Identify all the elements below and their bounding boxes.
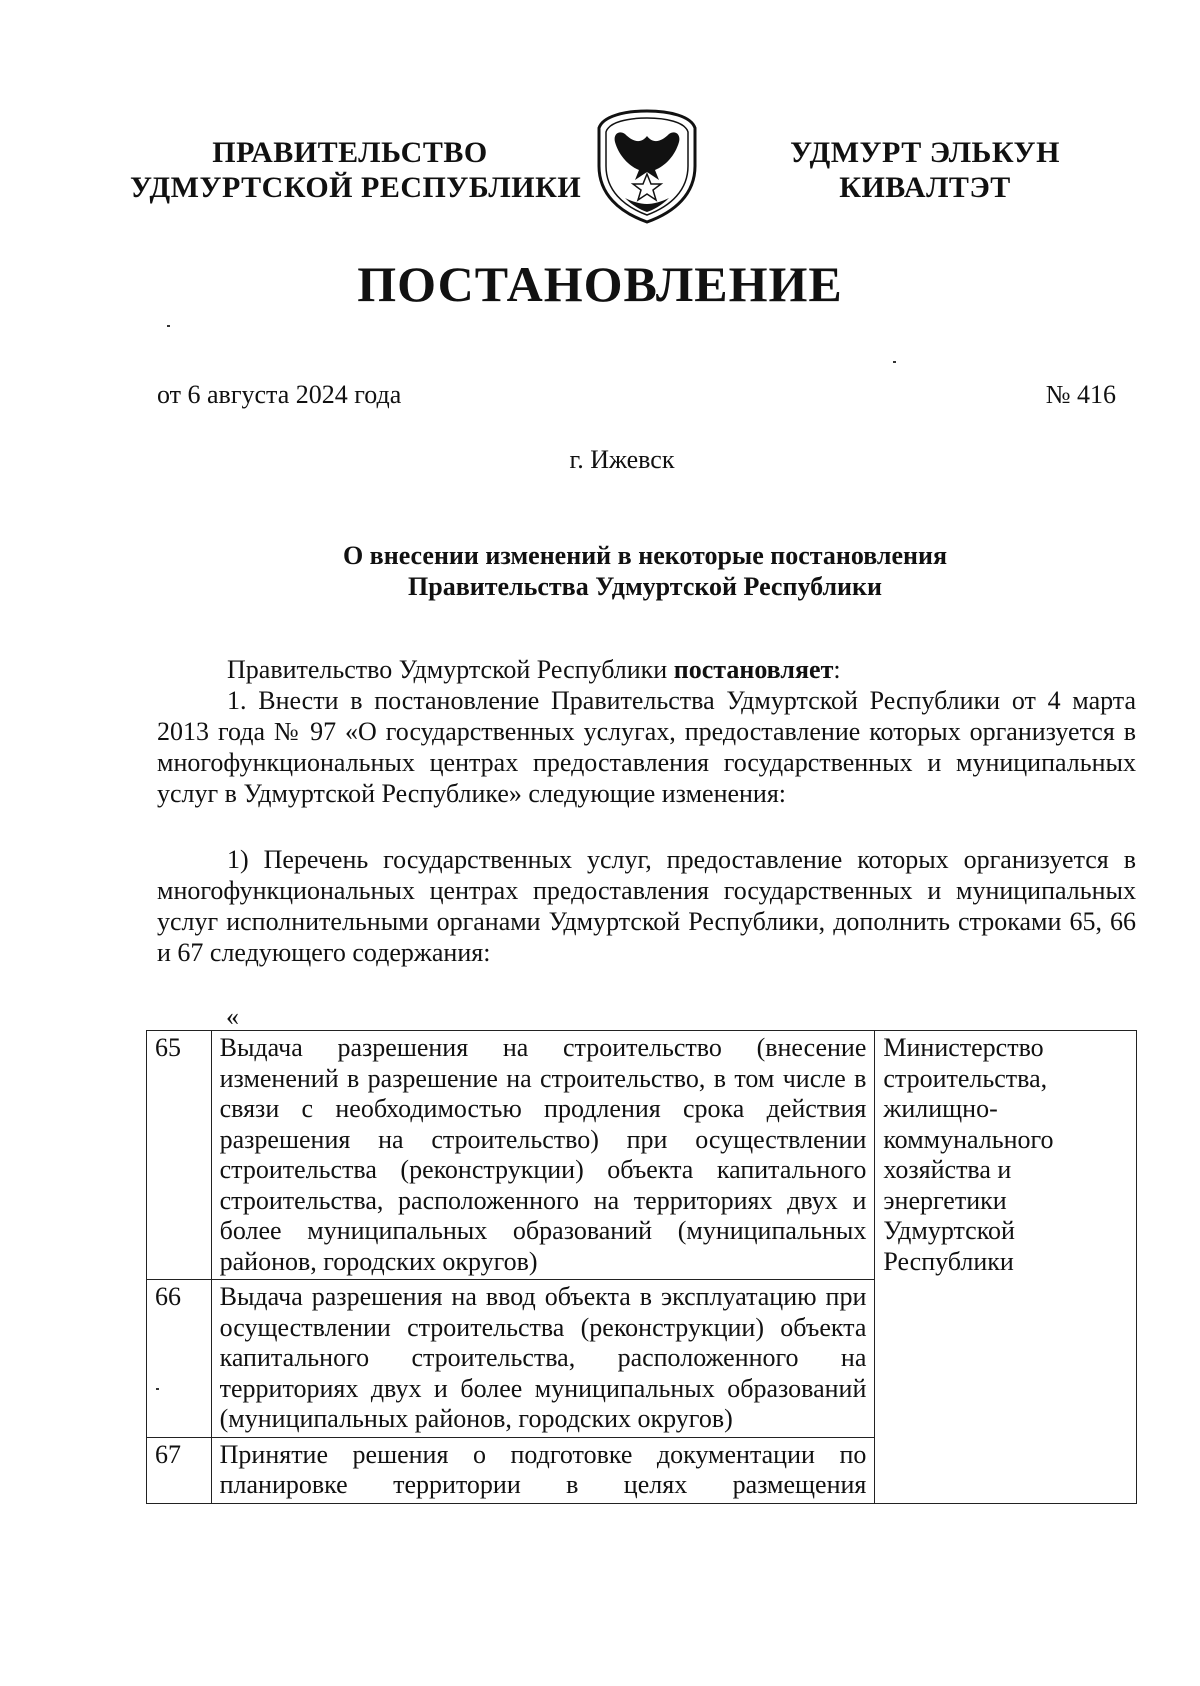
row-number: 67 bbox=[147, 1437, 212, 1503]
row-number: 65 bbox=[147, 1031, 212, 1280]
header-left bbox=[130, 135, 582, 205]
preamble-colon: : bbox=[833, 655, 841, 684]
header-right-line-1: УДМУРТ ЭЛЬКУН bbox=[790, 136, 1060, 169]
document-type-heading: ПОСТАНОВЛЕНИЕ bbox=[357, 256, 843, 312]
responsible-ministry: Министерство строительства, жилищно-коммунального хозяйства и энергетики Удмуртской Республики bbox=[875, 1031, 1137, 1504]
document-date: от 6 августа 2024 года bbox=[157, 380, 402, 409]
quote-open-mark: « bbox=[226, 1002, 239, 1031]
service-name: Выдача разрешения на строительство (внесение изменений в разрешение на строительство, в том числе в связи с необходимостью продления срока действия разрешения на строительство) при осуществлении строительства (реконструкции) объекта капитального строительства, расположенного на территориях двух и более муниципальных образований (муниципальных районов, городских округов) bbox=[211, 1031, 875, 1280]
document-city: г. Ижевск bbox=[569, 445, 675, 474]
title-line-1: О внесении изменений в некоторые постановления bbox=[342, 541, 948, 570]
header-left-line-1: ПРАВИТЕЛЬСТВО bbox=[212, 136, 488, 169]
paragraph-1-1: 1) Перечень государственных услуг, предоставление которых организуется в многофункциональных центрах предоставления государственных и муниципальных услуг исполнительными органами Удмуртской Республики, дополнить строками 65, 66 и 67 следующего содержания: bbox=[157, 845, 1136, 967]
service-name: Выдача разрешения на ввод объекта в эксплуатацию при осуществлении строительства (реконструкции) объекта капитального строительства, расположенного на территориях двух и более муниципальных образований (муниципальных районов, городских округов) bbox=[211, 1280, 875, 1438]
preamble-verb: постановляет bbox=[673, 655, 834, 684]
paragraph-1: 1. Внести в постановление Правительства Удмуртской Республики от 4 марта 2013 года № 97 «О государственных услугах, предоставление которых организуется в многофункциональных центрах предоставления государственных и муниципальных услуг в Удмуртской Республике» следующие изменения: bbox=[157, 686, 1136, 808]
scan-dot bbox=[167, 325, 170, 327]
header-right bbox=[760, 135, 1090, 205]
preamble-text: Правительство Удмуртской Республики bbox=[227, 655, 674, 684]
row-number: 66 bbox=[147, 1280, 212, 1438]
header-right-line-2: КИВАЛТЭТ bbox=[839, 171, 1011, 204]
document-number: № 416 bbox=[1045, 380, 1116, 409]
table-row bbox=[147, 1031, 1137, 1280]
resolution-preamble bbox=[157, 654, 1136, 685]
header-left-line-2: УДМУРТСКОЙ РЕСПУБЛИКИ bbox=[130, 171, 582, 204]
service-name: Принятие решения о подготовке документации по планировке территории в целях размещения bbox=[211, 1437, 875, 1503]
document-title bbox=[0, 540, 1200, 602]
scan-dot bbox=[893, 361, 896, 363]
coat-of-arms-icon bbox=[595, 108, 699, 224]
title-line-2: Правительства Удмуртской Республики bbox=[408, 572, 882, 601]
services-table bbox=[146, 1030, 1137, 1504]
